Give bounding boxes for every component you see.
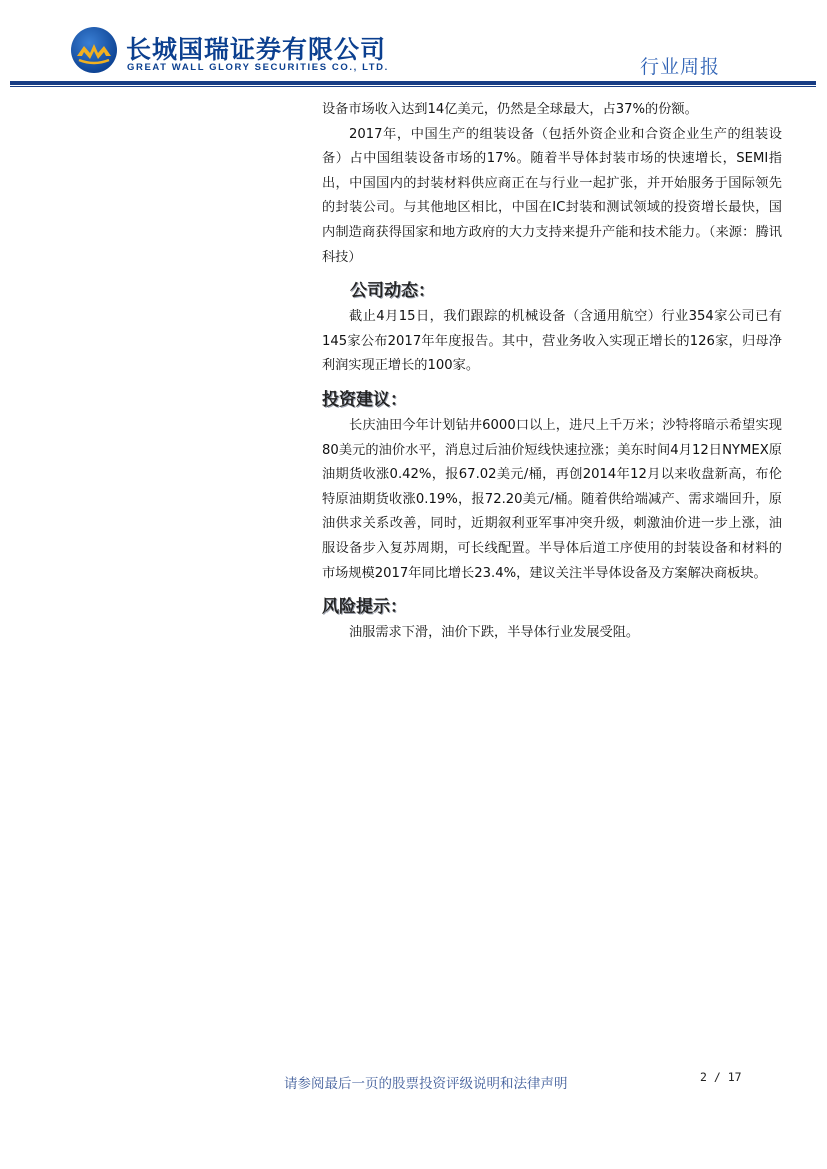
footer-disclaimer: 请参阅最后一页的股票投资评级说明和法律声明 (284, 1076, 568, 1092)
header-rule-thin (10, 86, 816, 87)
paragraph: 长庆油田今年计划钻井6000口以上，进尺上千万米；沙特将暗示希望实现80美元的油价水平，消息过后油价短线快速拉涨；美东时间4月12日NYMEX原油期货收涨0.42%，报67.02美元/桶，再创2014年12月以来收盘新高，布伦特原油期货收涨0.19%，报72.20美元/桶。随着供给端减产、需求端回升，原油供求关系改善，同时，近期叙利亚军事冲突升级，刺激油价进一步上涨，油服设备步入复苏周期，可长线配置。半导体后道工序使用的封装设备和材料的市场规模2017年同比增长23.4%，建议关注半导体设备及方案解决商板块。 (322, 417, 782, 581)
paragraph: 油服需求下滑，油价下跌，半导体行业发展受阻。 (349, 625, 640, 641)
paragraph: 2017年，中国生产的组装设备（包括外资企业和合资企业生产的组装设备）占中国组装设备市场的17%。随着半导体封装市场的快速增长，SEMI指出，中国国内的封装材料供应商正在与行业一起扩张，并开始服务于国际领先的封装公司。与其他地区相比，中国在IC封装和测试领域的投资增长最快，国内制造商获得国家和地方政府的大力支持来提升产能和技术能力。（来源：腾讯科技） (322, 126, 782, 265)
company-name-cn: 长城国瑞证券有限公司 (126, 35, 387, 64)
report-body (322, 98, 782, 646)
section-heading-investment-advice: 投资建议： (322, 389, 407, 410)
header-rule (10, 81, 816, 85)
page-header (0, 0, 827, 92)
paragraph: 设备市场收入达到14亿美元，仍然是全球最大，占37%的份额。 (322, 102, 698, 117)
section-heading-company-news: 公司动态： (350, 281, 435, 302)
report-type-label: 行业周报 (640, 56, 721, 78)
company-logo-icon (70, 26, 118, 74)
paragraph: 截止4月15日，我们跟踪的机械设备（含通用航空）行业354家公司已有145家公布2017年年度报告。其中，营业务收入实现正增长的126家，归母净利润实现正增长的100家。 (322, 309, 782, 374)
section-heading-risk-warning: 风险提示： (322, 597, 407, 618)
page-number: 2 / 17 (700, 1070, 742, 1084)
company-name-en: GREAT WALL GLORY SECURITIES CO., LTD. (127, 62, 389, 73)
